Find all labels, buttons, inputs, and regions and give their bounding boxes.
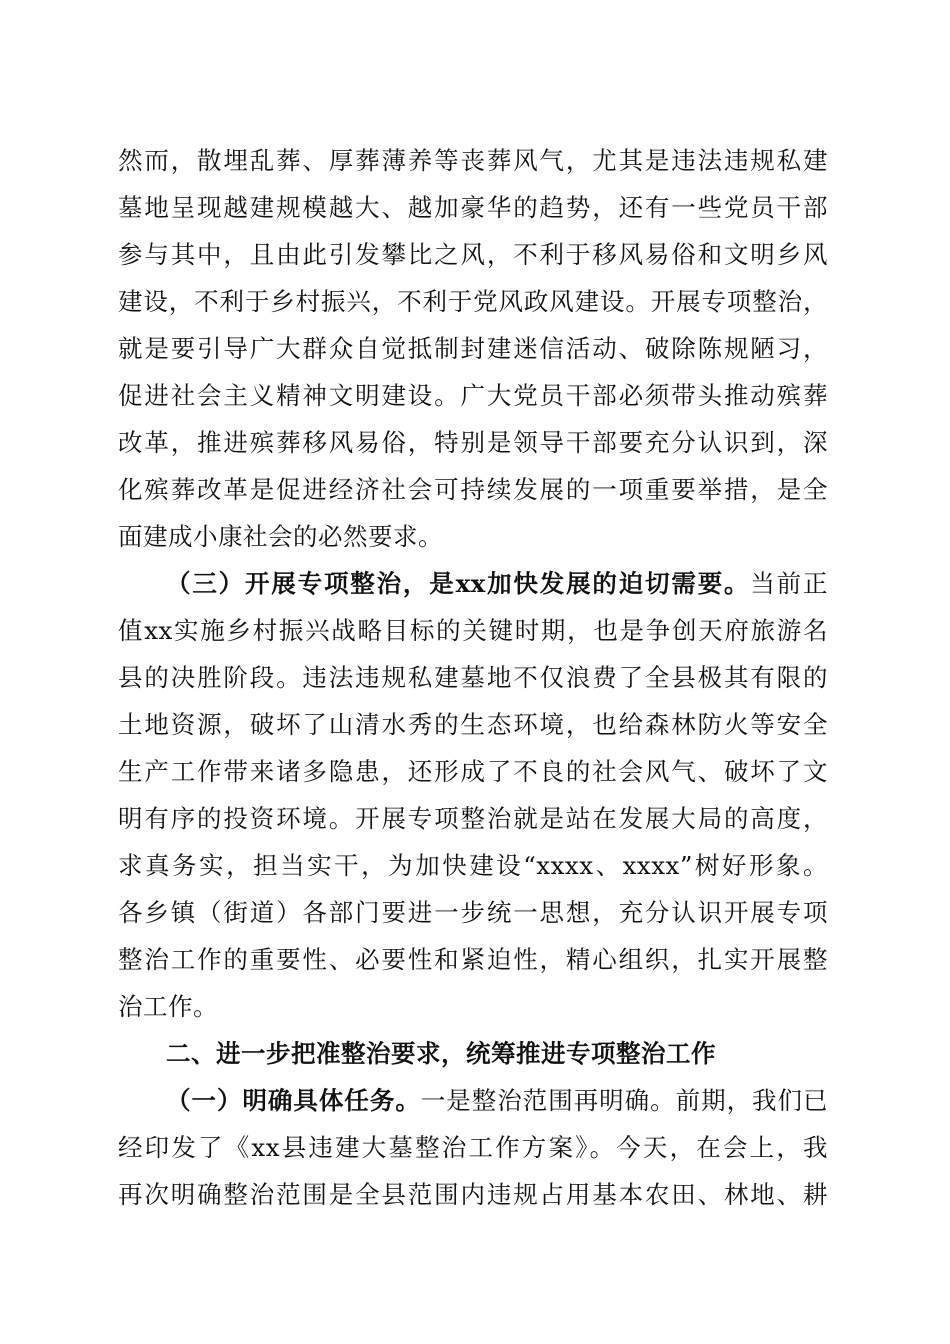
paragraph-3-lead: （一）明确具体任务。	[166, 1086, 421, 1115]
paragraph-2-first-line-rest: 当前正	[750, 569, 829, 598]
section-heading: 二、进一步把准整治要求，统筹推进专项整治工作	[166, 1039, 716, 1068]
paragraph-2-line-7: 求真务实，担当实干，为加快建设“xxxx、xxxx”树好形象。	[118, 851, 828, 880]
paragraph-1-line-3: 参与其中，且由此引发攀比之风，不利于移风易俗和文明乡风	[118, 240, 828, 269]
paragraph-2-line-9: 整治工作的重要性、必要性和紧迫性，精心组织，扎实开展整	[118, 945, 828, 974]
paragraph-3-first-line-rest: 一是整治范围再明确。前期，我们已	[420, 1086, 829, 1115]
paragraph-2-line-4: 土地资源，破坏了山清水秀的生态环境，也给森林防火等安全	[118, 710, 828, 739]
paragraph-1-line-8: 化殡葬改革是促进经济社会可持续发展的一项重要举措，是全	[118, 475, 828, 504]
paragraph-2-line-5: 生产工作带来诸多隐患，还形成了不良的社会风气、破坏了文	[118, 757, 828, 786]
paragraph-3-line-2: 经印发了《xx县违建大墓整治工作方案》。今天，在会上，我	[118, 1133, 828, 1162]
paragraph-2-line-10: 治工作。	[118, 992, 218, 1021]
paragraph-3-first-line	[166, 1086, 828, 1115]
paragraph-1-line-4: 建设，不利于乡村振兴，不利于党风政风建设。开展专项整治，	[118, 287, 828, 316]
paragraph-1-line-5: 就是要引导广大群众自觉抵制封建迷信活动、破除陈规陋习，	[118, 334, 828, 363]
paragraph-1-line-7: 改革，推进殡葬移风易俗，特别是领导干部要充分认识到，深	[118, 428, 828, 457]
paragraph-2-first-line	[166, 569, 828, 598]
paragraph-1-line-6: 促进社会主义精神文明建设。广大党员干部必须带头推动殡葬	[118, 381, 828, 410]
paragraph-2-lead: （三）开展专项整治，是xx加快发展的迫切需要。	[166, 569, 751, 598]
paragraph-2-line-2: 值xx实施乡村振兴战略目标的关键时期，也是争创天府旅游名	[118, 616, 828, 645]
paragraph-3-line-3: 再次明确整治范围是全县范围内违规占用基本农田、林地、耕	[118, 1180, 828, 1209]
paragraph-1-line-2: 墓地呈现越建规模越大、越加豪华的趋势，还有一些党员干部	[118, 193, 828, 222]
paragraph-1-line-9: 面建成小康社会的必然要求。	[118, 522, 443, 551]
paragraph-2-line-6: 明有序的投资环境。开展专项整治就是站在发展大局的高度，	[118, 804, 828, 833]
paragraph-2-line-8: 各乡镇（街道）各部门要进一步统一思想，充分认识开展专项	[118, 898, 828, 927]
paragraph-1-line-1: 然而，散埋乱葬、厚葬薄养等丧葬风气，尤其是违法违规私建	[118, 146, 828, 175]
paragraph-2-line-3: 县的决胜阶段。违法违规私建墓地不仅浪费了全县极其有限的	[118, 663, 828, 692]
